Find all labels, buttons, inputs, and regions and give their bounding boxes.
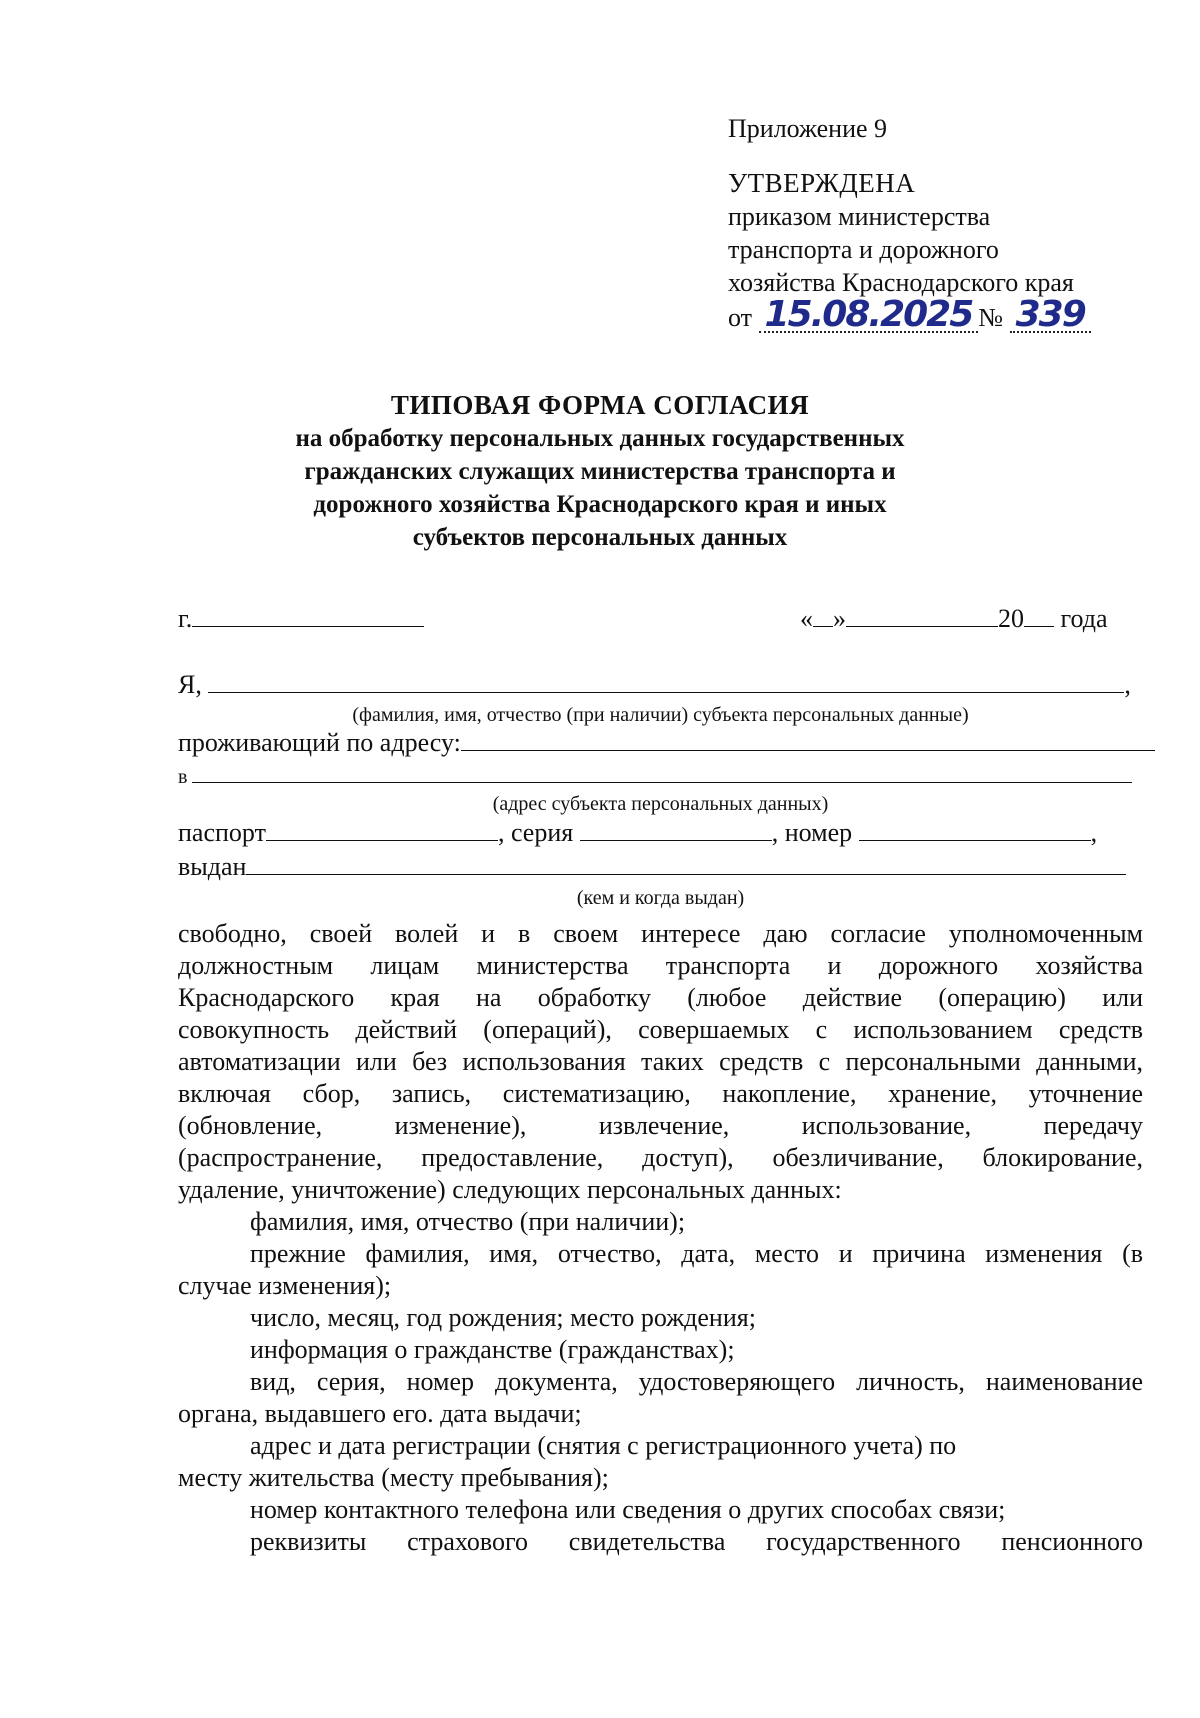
date-open-quote: « [800,604,813,633]
body-line: совокупность действий (операций), совершаемых с использованием средств [178,1015,1143,1044]
passport-number-field[interactable] [859,818,1091,841]
handwritten-number: 339 [1010,299,1091,333]
approval-line-2: транспорта и дорожного [728,235,999,264]
name-row [178,670,1143,700]
title-line-1: на обработку персональных данных государственных [295,425,905,452]
title-main: ТИПОВАЯ ФОРМА СОГЛАСИЯ [390,390,810,420]
address-row [178,728,1143,758]
list-item: органа, выдавшего его. дата выдачи; [178,1399,582,1428]
handwritten-date: 15.08.2025 [759,299,979,333]
list-item: адрес и дата регистрации (снятия с регистрационного учета) по [250,1431,957,1460]
passport-label: паспорт [178,818,266,847]
passport-comma: , [1090,818,1098,847]
issued-caption: (кем и когда выдан) [576,887,745,909]
year-field[interactable] [1024,604,1054,627]
list-item: случае изменения); [178,1271,392,1300]
list-item: вид, серия, номер документа, удостоверяющего личность, наименование [250,1367,1143,1396]
title-line-3: дорожного хозяйства Краснодарского края и иных [313,491,887,518]
passport-row [178,818,1143,848]
consent-body [178,918,1143,1558]
month-field[interactable] [846,604,998,627]
year-prefix: 20 [998,604,1024,633]
body-line: включая сбор, запись, систематизацию, накопление, хранение, уточнение [178,1079,1143,1108]
passport-field[interactable] [266,818,498,841]
approval-line-1: приказом министерства [728,202,991,231]
list-item: число, месяц, год рождения; место рождения; [250,1303,756,1332]
year-suffix: года [1060,604,1108,633]
issued-row [178,852,1143,882]
city-field[interactable] [192,604,424,627]
issued-label: выдан [178,852,247,881]
date-group [800,604,1108,634]
title-line-4: субъектов персональных данных [412,524,788,551]
list-item: реквизиты страхового свидетельства государственного пенсионного [250,1527,1143,1556]
body-line: удаление, уничтожение) следующих персональных данных: [178,1175,842,1204]
place-date-row [178,604,1143,634]
series-field[interactable] [580,818,772,841]
order-date-number-line [728,294,1168,335]
body-line: Краснодарского края на обработку (любое действие (операцию) или [178,983,1143,1012]
list-item: номер контактного телефона или сведения о других способах связи; [250,1495,1006,1524]
list-item: фамилия, имя, отчество (при наличии); [250,1207,686,1236]
body-line: (распространение, предоставление, доступ), обезличивание, блокирование, [178,1143,1143,1172]
date-close-quote: » [833,604,846,633]
day-field[interactable] [813,604,833,627]
body-line: (обновление, изменение), извлечение, использование, передачу [178,1111,1143,1140]
series-label: , серия [497,818,574,847]
address-prefix: проживающий по адресу: [178,728,461,757]
full-name-field[interactable] [208,670,1124,693]
list-item: месту жительства (месту пребывания); [178,1463,609,1492]
body-line: должностным лицам министерства транспорта и дорожного хозяйства [178,951,1143,980]
document-title [250,388,950,554]
title-line-2: гражданских служащих министерства транспорта и [304,458,896,485]
name-caption: (фамилия, имя, отчество (при наличии) субъекта персональных данные) [352,704,969,726]
address-field-1[interactable] [461,728,1155,751]
name-comma: , [1124,670,1131,699]
appendix-label: Приложение 9 [728,114,888,143]
address-caption: (адрес субъекта персональных данных) [492,793,829,815]
in-prefix: в [178,766,188,788]
list-item: информация о гражданстве (гражданствах); [250,1335,735,1364]
body-line: автоматизации или без использования таких средств с персональными данными, [178,1047,1143,1076]
i-prefix: Я, [178,670,202,699]
list-item: прежние фамилия, имя, отчество, дата, место и причина изменения (в [250,1239,1143,1268]
city-prefix: г. [178,604,193,633]
number-label: , номер [771,818,853,847]
from-prefix: от [728,303,753,332]
address-row-2 [178,762,1143,792]
address-field-2[interactable] [192,768,1132,783]
number-sign: № [978,303,1004,332]
issued-field[interactable] [246,852,1126,875]
approval-line-3: хозяйства Краснодарского края [728,268,1074,297]
body-line: свободно, своей волей и в своем интересе даю согласие уполномоченным [178,919,1143,948]
approved-label: УТВЕРЖДЕНА [728,168,916,198]
approval-block [728,112,1168,334]
